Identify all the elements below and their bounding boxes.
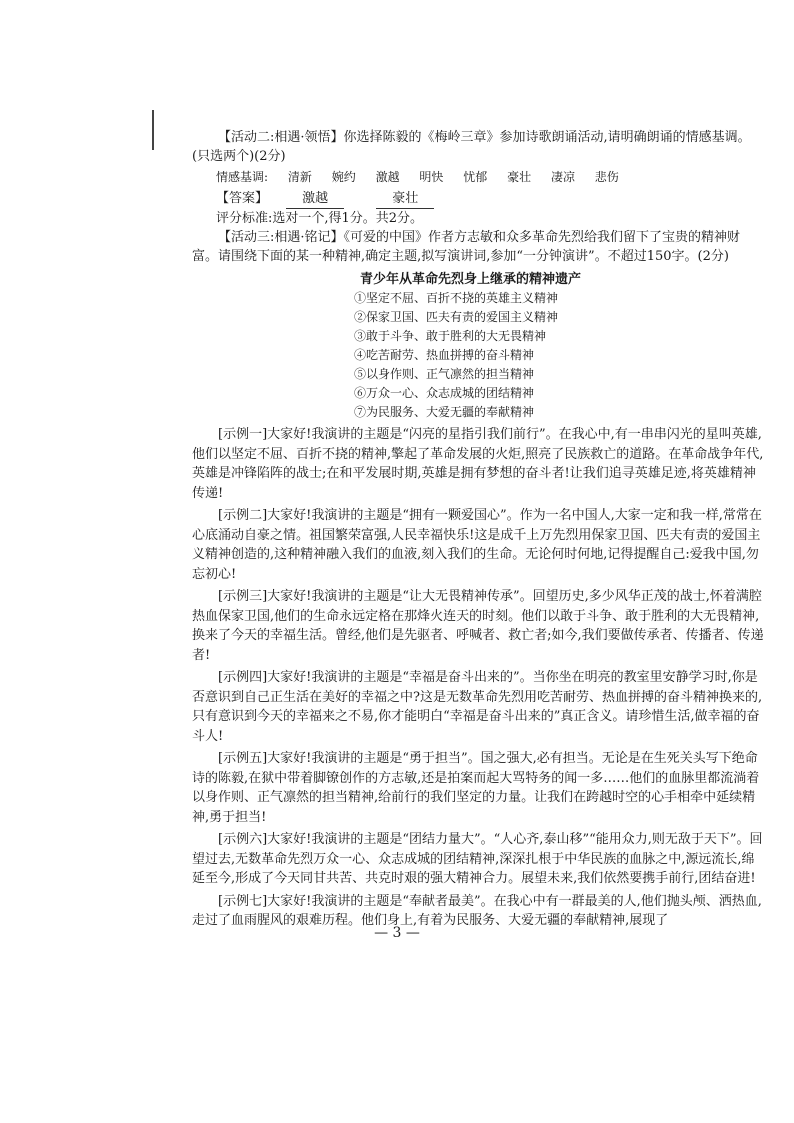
spirit-list-title: 青少年从革命先烈身上继承的精神遗产 (360, 272, 582, 287)
emotion-option: 悲伤 (594, 170, 619, 184)
example-paragraph: [示例七]大家好!我演讲的主题是“奉献者最美”。在我心中有一群最美的人,他们抛头颅、洒热血,走过了血雨腥风的艰难历程。他们身上,有着为民服务、大爱无疆的奉献精神,展现了 (192, 893, 762, 928)
spirit-item: ④吃苦耐劳、热血拼搏的奋斗精神 (354, 348, 535, 362)
spirit-item: ②保家卫国、匹夫有责的爱国主义精神 (354, 310, 559, 324)
emotion-option: 激越 (375, 170, 400, 184)
spirit-item: ⑦为民服务、大爱无疆的奉献精神 (354, 405, 535, 419)
answer-label: 【答案】 (216, 191, 269, 206)
page-content (192, 128, 764, 931)
spirit-item: ③敢于斗争、敢于胜利的大无畏精神 (354, 329, 547, 343)
emotion-label: 情感基调: (216, 170, 269, 184)
spirit-list (354, 289, 764, 422)
example-paragraph: [示例六]大家好!我演讲的主题是“团结力量大”。“人心齐,泰山移”“能用众力,则无敌于天下”。回望过去,无数革命先烈万众一心、众志成城的团结精神,深深扎根于中华民族的血脉之中,源远流长,绵延至今,形成了今天同甘共苦、共克时艰的强大精神合力。展望未来,我们依然要携手前行,团结奋进! (192, 832, 763, 886)
emotion-option: 豪壮 (507, 170, 532, 184)
page-number: — 3 — (374, 925, 420, 941)
spirit-item: ①坚定不屈、百折不挠的英雄主义精神 (354, 291, 559, 305)
emotion-option: 婉约 (331, 170, 356, 184)
spirit-item: ⑥万众一心、众志成城的团结精神 (354, 386, 535, 400)
emotion-option: 忧郁 (463, 170, 488, 184)
score-criteria: 评分标准:选对一个,得1分。共2分。 (216, 211, 424, 226)
answer-line (216, 189, 764, 209)
example-paragraph: [示例一]大家好!我演讲的主题是“闪亮的星指引我们前行”。在我心中,有一串串闪光的星叫英雄,他们以坚定不屈、百折不挠的精神,擎起了革命发展的火炬,照亮了民族救亡的道路。在革命战争年代,英雄是冲锋陷阵的战士;在和平发展时期,英雄是拥有梦想的奋斗者!让我们追寻英雄足迹,将英雄精神传递! (192, 427, 764, 501)
answer-value: 豪壮 (376, 189, 434, 209)
margin-line (152, 110, 154, 150)
activity3-heading: 【活动三:相遇·铭记】《可爱的中国》作者方志敏和众多革命先烈给我们留下了宝贵的精神财富。请围绕下面的某一种精神,确定主题,拟写演讲词,参加“一分钟演讲”。不超过150字。(2分) (192, 230, 741, 264)
activity2-heading: 【活动二:相遇·领悟】你选择陈毅的《梅岭三章》参加诗歌朗诵活动,请明确朗诵的情感基调。(只选两个)(2分) (192, 130, 751, 164)
example-paragraph: [示例四]大家好!我演讲的主题是“幸福是奋斗出来的”。当你坐在明亮的教室里安静学习时,你是否意识到自己正生活在美好的幸福之中?这是无数革命先烈用吃苦耐劳、热血拼搏的奋斗精神换来的,只有意识到今天的幸福来之不易,你才能明白“幸福是奋斗出来的”真正含义。请珍惜生活,做幸福的奋斗人! (192, 670, 763, 744)
emotion-option: 凄凉 (550, 170, 575, 184)
spirit-item: ⑤以身作则、正气凛然的担当精神 (354, 367, 535, 381)
answer-value: 激越 (286, 189, 344, 209)
emotion-option: 明快 (419, 170, 444, 184)
example-paragraph: [示例三]大家好!我演讲的主题是“让大无畏精神传承”。回望历史,多少风华正茂的战士,怀着满腔热血保家卫国,他们的生命永远定格在那烽火连天的时刻。他们以敢于斗争、敢于胜利的大无畏精神,换来了今天的幸福生活。曾经,他们是先驱者、呼喊者、救亡者;如今,我们要做传承者、传播者、传递者! (192, 589, 764, 663)
emotion-option: 清新 (287, 170, 312, 184)
example-paragraph: [示例二]大家好!我演讲的主题是“拥有一颗爱国心”。作为一名中国人,大家一定和我一样,常常在心底涌动自豪之情。祖国繁荣富强,人民幸福快乐!这是成千上万先烈用保家卫国、匹夫有责的爱国主义精神创造的,这种精神融入我们的血液,刻入我们的生命。无论何时何地,记得提醒自己:爱我中国,勿忘初心! (192, 508, 762, 582)
emotion-options (216, 168, 764, 185)
example-paragraph: [示例五]大家好!我演讲的主题是“勇于担当”。国之强大,必有担当。无论是在生死关头写下绝命诗的陈毅,在狱中带着脚镣创作的方志敏,还是拍案而起大骂特务的闻一多……他们的血脉里都流淌着以身作则、正气凛然的担当精神,给前行的我们坚定的力量。让我们在跨越时空的心手相牵中延续精神,勇于担当! (192, 751, 760, 825)
